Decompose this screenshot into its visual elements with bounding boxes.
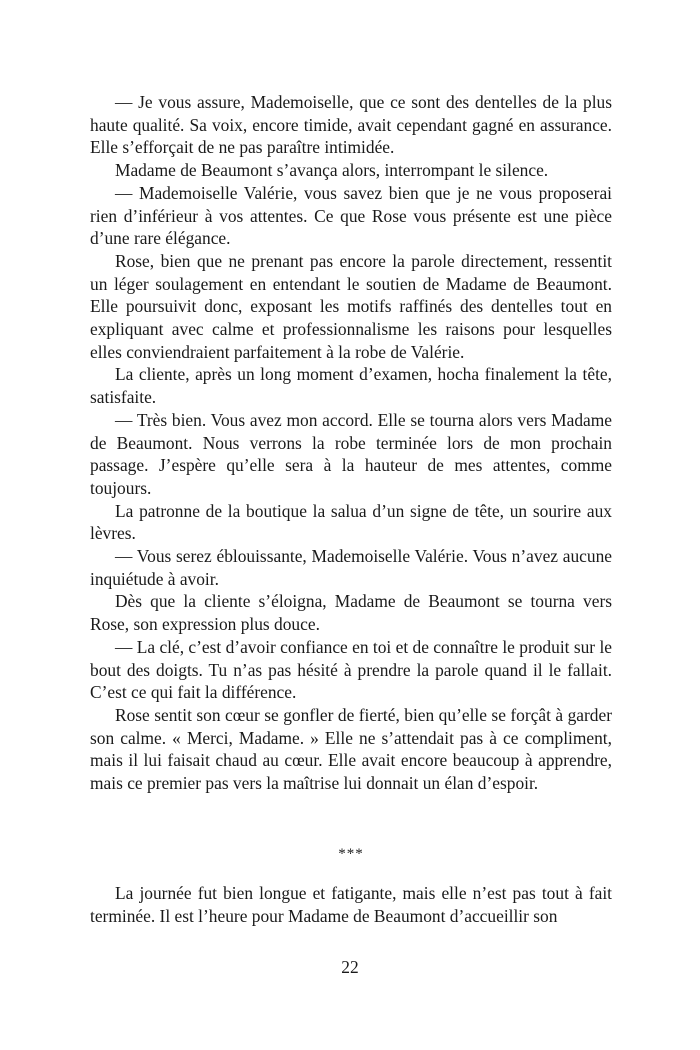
main-text (90, 91, 612, 795)
continuation-text (90, 882, 612, 927)
paragraph: — Vous serez éblouissante, Mademoiselle Valérie. Vous n’avez aucune inquiétude à avoir. (90, 546, 612, 589)
paragraph: — Très bien. Vous avez mon accord. Elle se tourna alors vers Madame de Beaumont. Nous verrons la robe terminée lors de mon prochain passage. J’espère qu’elle sera à la hauteur de mes attentes, comme toujours. (90, 409, 612, 498)
section-separator: *** (338, 846, 364, 862)
paragraph: Rose, bien que ne prenant pas encore la parole directement, ressentit un léger soulagement en entendant le soutien de Madame de Beaumont. Elle poursuivit donc, exposant les motifs raffinés des dentelles tout en expliquant avec calme et professionnalisme les raisons pour lesquelles elles conviendraient parfaitement à la robe de Valérie. (90, 250, 612, 362)
paragraph: Dès que la cliente s’éloigna, Madame de Beaumont se tourna vers Rose, son expression plus douce. (90, 591, 612, 635)
paragraph: Madame de Beaumont s’avança alors, interrompant le silence. (115, 160, 549, 181)
paragraph: La journée fut bien longue et fatigante, mais elle n’est pas tout à fait terminée. Il est l’heure pour Madame de Beaumont d’accueillir son (90, 883, 612, 926)
paragraph: — Je vous assure, Mademoiselle, que ce sont des dentelles de la plus haute qualité. Sa voix, encore timide, avait cependant gagné en assurance. Elle s’efforçait de ne pas paraître intimidée. (90, 92, 612, 158)
paragraph: Rose sentit son cœur se gonfler de fierté, bien qu’elle se forçât à garder son calme. « Merci, Madame. » Elle ne s’attendait pas à ce compliment, mais il lui faisait chaud au cœur. Elle avait encore beaucoup à apprendre, mais ce premier pas vers la maîtrise lui donnait un élan d’espoir. (90, 704, 612, 794)
paragraph: — Mademoiselle Valérie, vous savez bien que je ne vous proposerai rien d’inférieur à vos attentes. Ce que Rose vous présente est une pièce d’une rare élégance. (90, 182, 612, 249)
paragraph: La cliente, après un long moment d’examen, hocha finalement la tête, satisfaite. (90, 364, 612, 408)
paragraph: — La clé, c’est d’avoir confiance en toi et de connaître le produit sur le bout des doigts. Tu n’as pas hésité à prendre la parole quand il le fallait. C’est ce qui fait la différence. (90, 636, 612, 703)
page-number: 22 (341, 957, 359, 977)
paragraph: La patronne de la boutique la salua d’un signe de tête, un sourire aux lèvres. (90, 500, 612, 544)
